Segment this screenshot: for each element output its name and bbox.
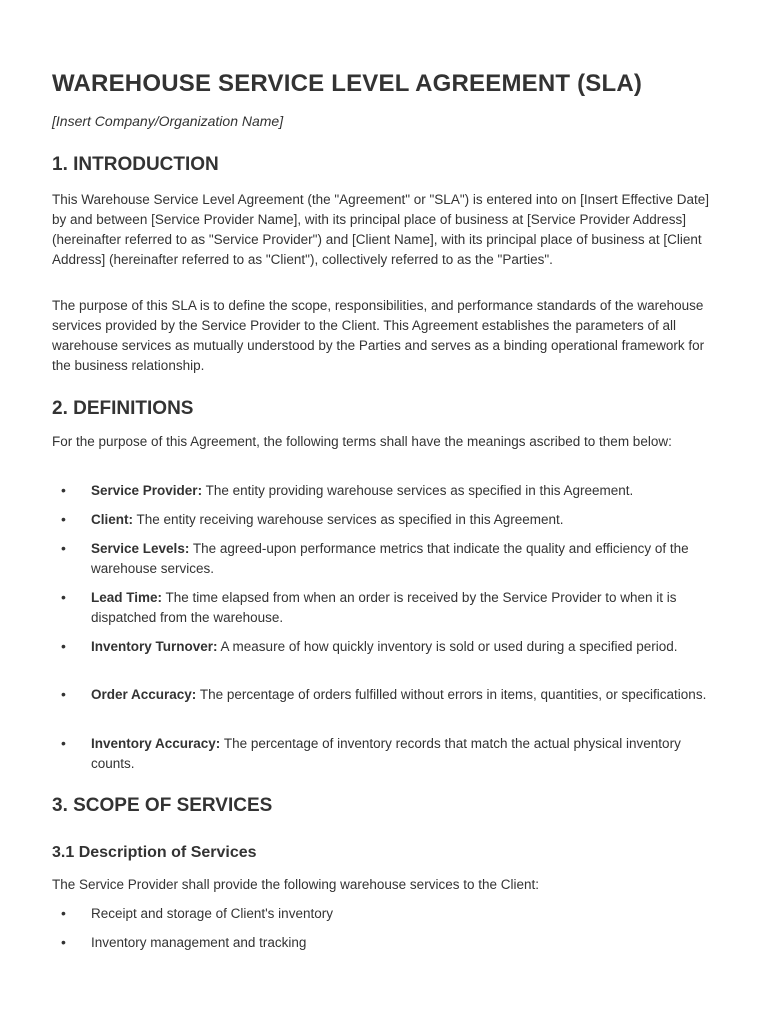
bullet-icon: • bbox=[61, 934, 66, 950]
list-item bbox=[52, 588, 722, 627]
definition-text: The entity providing warehouse services as specified in this Agreement. bbox=[202, 483, 634, 498]
scope-item-text: Receipt and storage of Client's inventory bbox=[91, 906, 333, 921]
bullet-icon: • bbox=[61, 686, 66, 702]
bullet-icon: • bbox=[61, 482, 66, 498]
bullet-icon: • bbox=[61, 540, 66, 556]
scope-subheading: 3.1 Description of Services bbox=[52, 844, 257, 861]
list-item bbox=[52, 904, 722, 924]
document-subtitle: [Insert Company/Organization Name] bbox=[52, 113, 284, 129]
definition-text: The percentage of inventory records that match the actual physical inventory counts. bbox=[91, 736, 681, 771]
bullet-icon: • bbox=[61, 589, 66, 605]
bullet-icon: • bbox=[61, 511, 66, 527]
definition-text: The agreed-upon performance metrics that indicate the quality and efficiency of the warehouse services. bbox=[91, 541, 689, 576]
introduction-heading: 1. INTRODUCTION bbox=[52, 154, 219, 175]
introduction-paragraph-2: The purpose of this SLA is to define the scope, responsibilities, and performance standards of the warehouse services provided by the Service Provider to the Client. This Agreement establishes the parameters of all warehouse services as mutually understood by the Parties and serves as a binding operational framework for the business relationship. bbox=[52, 298, 705, 373]
definition-text: The percentage of orders fulfilled without errors in items, quantities, or specifications. bbox=[196, 687, 707, 702]
definition-text: The time elapsed from when an order is received by the Service Provider to when it is dispatched from the warehouse. bbox=[91, 590, 677, 625]
list-item bbox=[52, 685, 722, 705]
list-item bbox=[52, 734, 722, 773]
document-title: WAREHOUSE SERVICE LEVEL AGREEMENT (SLA) bbox=[52, 70, 643, 97]
definition-term: Client: bbox=[91, 512, 133, 527]
definition-term: Service Provider: bbox=[91, 483, 203, 498]
definition-term: Inventory Accuracy: bbox=[91, 736, 221, 751]
definition-text: The entity receiving warehouse services as specified in this Agreement. bbox=[133, 512, 564, 527]
definitions-heading: 2. DEFINITIONS bbox=[52, 398, 194, 419]
scope-intro: The Service Provider shall provide the following warehouse services to the Client: bbox=[52, 877, 539, 892]
scope-heading: 3. SCOPE OF SERVICES bbox=[52, 795, 273, 816]
list-item bbox=[52, 481, 722, 501]
definition-term: Service Levels: bbox=[91, 541, 190, 556]
list-item bbox=[52, 539, 722, 578]
scope-item-text: Inventory management and tracking bbox=[91, 935, 307, 950]
bullet-icon: • bbox=[61, 735, 66, 751]
bullet-icon: • bbox=[61, 905, 66, 921]
definition-term: Inventory Turnover: bbox=[91, 639, 218, 654]
bullet-icon: • bbox=[61, 638, 66, 654]
list-item bbox=[52, 637, 722, 657]
definitions-intro: For the purpose of this Agreement, the following terms shall have the meanings ascribed to them below: bbox=[52, 434, 672, 449]
list-item bbox=[52, 933, 722, 953]
definition-term: Order Accuracy: bbox=[91, 687, 197, 702]
list-item bbox=[52, 510, 722, 530]
definition-term: Lead Time: bbox=[91, 590, 163, 605]
introduction-paragraph-1: This Warehouse Service Level Agreement (the "Agreement" or "SLA") is entered into on [Insert Effective Date] by and between [Service Provider Name], with its principal place of business at [Service Provider Address] (hereinafter referred to as "Service Provider") and [Client Name], with its principal place of business at [Client Address] (hereinafter referred to as "Client"), collectively referred to as the "Parties". bbox=[52, 192, 709, 267]
definition-text: A measure of how quickly inventory is sold or used during a specified period. bbox=[217, 639, 678, 654]
